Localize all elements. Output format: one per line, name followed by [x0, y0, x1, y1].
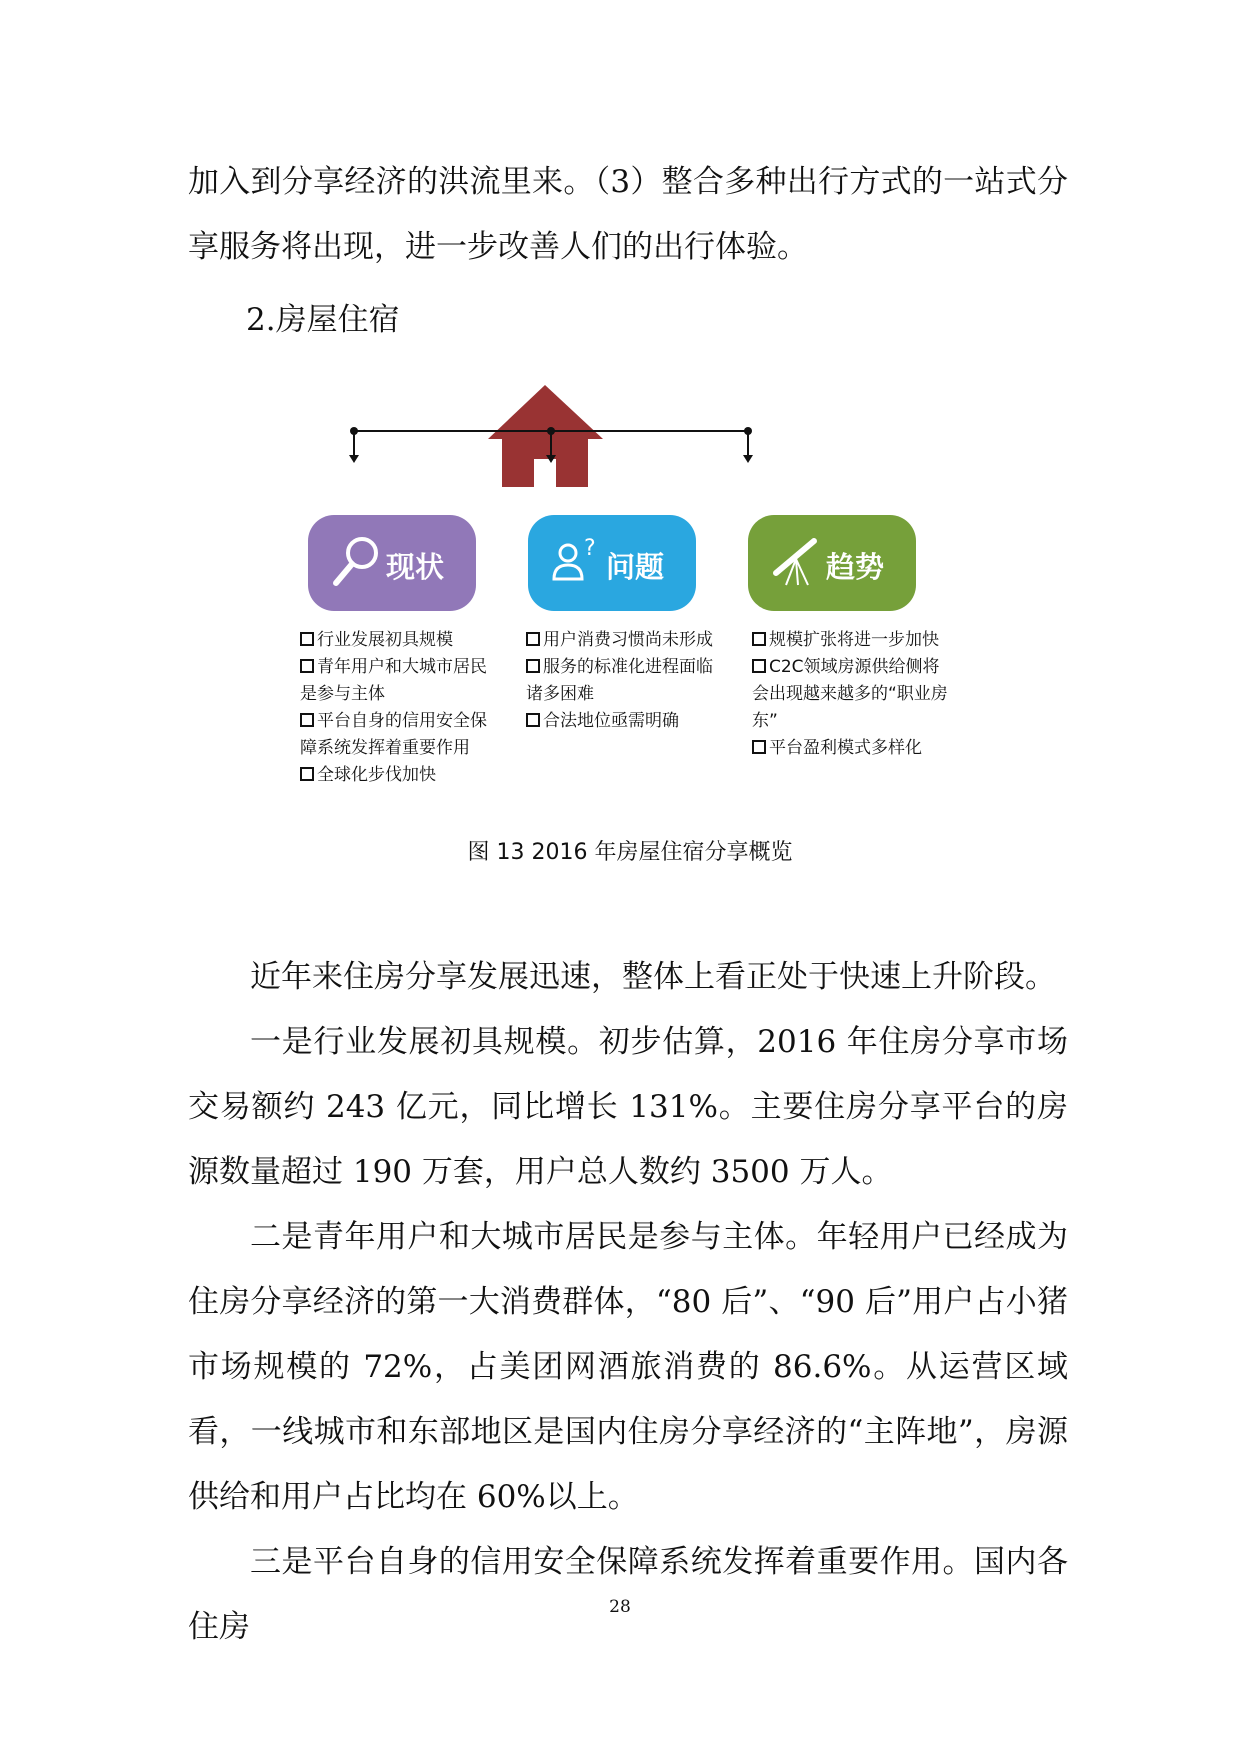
trend-pill [748, 515, 916, 611]
checkbox-icon [300, 632, 314, 646]
telescope-icon [770, 533, 822, 593]
svg-text:?: ? [584, 536, 596, 561]
checkbox-icon [300, 713, 314, 727]
list-item: C2C领域房源供给侧将会出现越来越多的“职业房东” [752, 657, 948, 731]
status-title: 现状 [386, 550, 445, 584]
list-item: 规模扩张将进一步加快 [752, 627, 952, 654]
list-item: 合法地位亟需明确 [526, 708, 726, 735]
status-list [300, 627, 500, 789]
body-paragraph: 二是青年用户和大城市居民是参与主体。年轻用户已经成为住房分享经济的第一大消费群体，“80 后”、“90 后”用户占小猪市场规模的 72%，占美团网酒旅消费的 86.6%。从运营区域看，一线城市和东部地区是国内住房分享经济的“主阵地”，房源供给和用户占比均在 60%以上。 [188, 1219, 1068, 1515]
checkbox-icon [300, 659, 314, 673]
checkbox-icon [300, 767, 314, 781]
figure-caption: 图 13 2016 年房屋住宿分享概览 [467, 840, 793, 865]
user-question-icon [550, 533, 602, 593]
magnifier-icon [330, 533, 382, 593]
list-item: 平台盈利模式多样化 [752, 735, 952, 762]
trend-list [752, 627, 952, 762]
checkbox-icon [526, 713, 540, 727]
body-paragraph: 一是行业发展初具规模。初步估算，2016 年住房分享市场交易额约 243 亿元，同比增长 131%。主要住房分享平台的房源数量超过 190 万套，用户总人数约 3500 万人。 [188, 1024, 1068, 1190]
status-pill [308, 515, 476, 611]
house-icon [488, 385, 603, 487]
body-paragraph: 近年来住房分享发展迅速，整体上看正处于快速上升阶段。 [250, 959, 1056, 995]
checkbox-icon [526, 632, 540, 646]
intro-paragraph: 加入到分享经济的洪流里来。（3）整合多种出行方式的一站式分享服务将出现，进一步改善人们的出行体验。 [188, 164, 1068, 265]
list-item: 服务的标准化进程面临诸多困难 [526, 657, 713, 704]
checkbox-icon [752, 740, 766, 754]
issue-title: 问题 [606, 550, 665, 584]
section-heading: 2.房屋住宿 [246, 302, 400, 338]
body-paragraph: 三是平台自身的信用安全保障系统发挥着重要作用。国内各住房 [188, 1544, 1068, 1645]
issue-pill [528, 515, 696, 611]
trend-title: 趋势 [826, 550, 885, 584]
checkbox-icon [752, 659, 766, 673]
list-item: 青年用户和大城市居民是参与主体 [300, 657, 487, 704]
list-item: 用户消费习惯尚未形成 [526, 627, 726, 654]
checkbox-icon [526, 659, 540, 673]
issue-list [526, 627, 726, 735]
list-item: 平台自身的信用安全保障系统发挥着重要作用 [300, 711, 487, 758]
housing-overview-figure [300, 375, 960, 915]
body-text [188, 945, 1068, 1660]
page-number: 28 [609, 1597, 631, 1617]
checkbox-icon [752, 632, 766, 646]
list-item: 行业发展初具规模 [300, 627, 500, 654]
list-item: 全球化步伐加快 [300, 762, 500, 789]
